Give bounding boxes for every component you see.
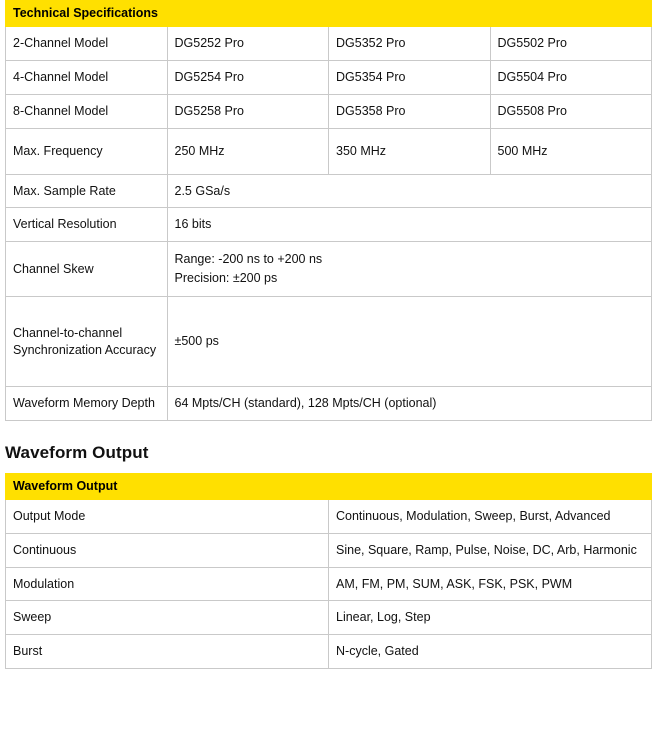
table-row: [6, 297, 652, 387]
row-cell: AM, FM, PM, SUM, ASK, FSK, PSK, PWM: [329, 567, 652, 601]
waveform-output-table: [5, 473, 652, 669]
row-cell: 16 bits: [167, 208, 652, 242]
table-row: [6, 128, 652, 174]
table-row: [6, 567, 652, 601]
row-label: Modulation: [6, 567, 329, 601]
table-row: [6, 94, 652, 128]
row-cell: Linear, Log, Step: [329, 601, 652, 635]
row-cell: DG5352 Pro: [329, 26, 491, 60]
row-cell: 500 MHz: [490, 128, 652, 174]
row-label: 8-Channel Model: [6, 94, 168, 128]
row-cell: DG5358 Pro: [329, 94, 491, 128]
row-cell: DG5354 Pro: [329, 60, 491, 94]
row-label: Output Mode: [6, 499, 329, 533]
row-label: Continuous: [6, 533, 329, 567]
row-cell: 250 MHz: [167, 128, 329, 174]
row-cell: DG5504 Pro: [490, 60, 652, 94]
table-row: [6, 635, 652, 669]
row-label: Waveform Memory Depth: [6, 387, 168, 421]
row-cell: N-cycle, Gated: [329, 635, 652, 669]
waveform-output-banner: Waveform Output: [6, 473, 652, 499]
technical-specifications-table: [5, 0, 652, 421]
table-row: [6, 174, 652, 208]
row-cell: [167, 242, 652, 297]
row-label: Channel Skew: [6, 242, 168, 297]
row-label: Max. Frequency: [6, 128, 168, 174]
row-cell: DG5508 Pro: [490, 94, 652, 128]
row-label: Sweep: [6, 601, 329, 635]
row-label: Channel-to-channel Synchronization Accuracy: [6, 297, 168, 387]
row-cell: 64 Mpts/CH (standard), 128 Mpts/CH (optional): [167, 387, 652, 421]
table-row: [6, 208, 652, 242]
row-cell: DG5254 Pro: [167, 60, 329, 94]
table-row: [6, 533, 652, 567]
row-cell-line: Range: -200 ns to +200 ns: [174, 252, 323, 267]
row-cell: 350 MHz: [329, 128, 491, 174]
row-label: Vertical Resolution: [6, 208, 168, 242]
row-label: 2-Channel Model: [6, 26, 168, 60]
row-label: Max. Sample Rate: [6, 174, 168, 208]
table-row: [6, 387, 652, 421]
row-cell: DG5258 Pro: [167, 94, 329, 128]
row-cell: 2.5 GSa/s: [167, 174, 652, 208]
technical-specifications-banner-row: [6, 1, 652, 27]
row-label: 4-Channel Model: [6, 60, 168, 94]
row-cell: DG5252 Pro: [167, 26, 329, 60]
row-cell: DG5502 Pro: [490, 26, 652, 60]
table-row: [6, 499, 652, 533]
row-cell: Continuous, Modulation, Sweep, Burst, Advanced: [329, 499, 652, 533]
row-label: Burst: [6, 635, 329, 669]
waveform-output-section-title: Waveform Output: [5, 442, 149, 462]
technical-specifications-banner: Technical Specifications: [6, 1, 652, 27]
row-cell: Sine, Square, Ramp, Pulse, Noise, DC, Arb, Harmonic: [329, 533, 652, 567]
table-row: [6, 60, 652, 94]
waveform-output-banner-row: [6, 473, 652, 499]
table-row: [6, 242, 652, 297]
table-row: [6, 26, 652, 60]
row-cell-line: Precision: ±200 ps: [174, 271, 278, 286]
row-cell: ±500 ps: [167, 297, 652, 387]
table-row: [6, 601, 652, 635]
